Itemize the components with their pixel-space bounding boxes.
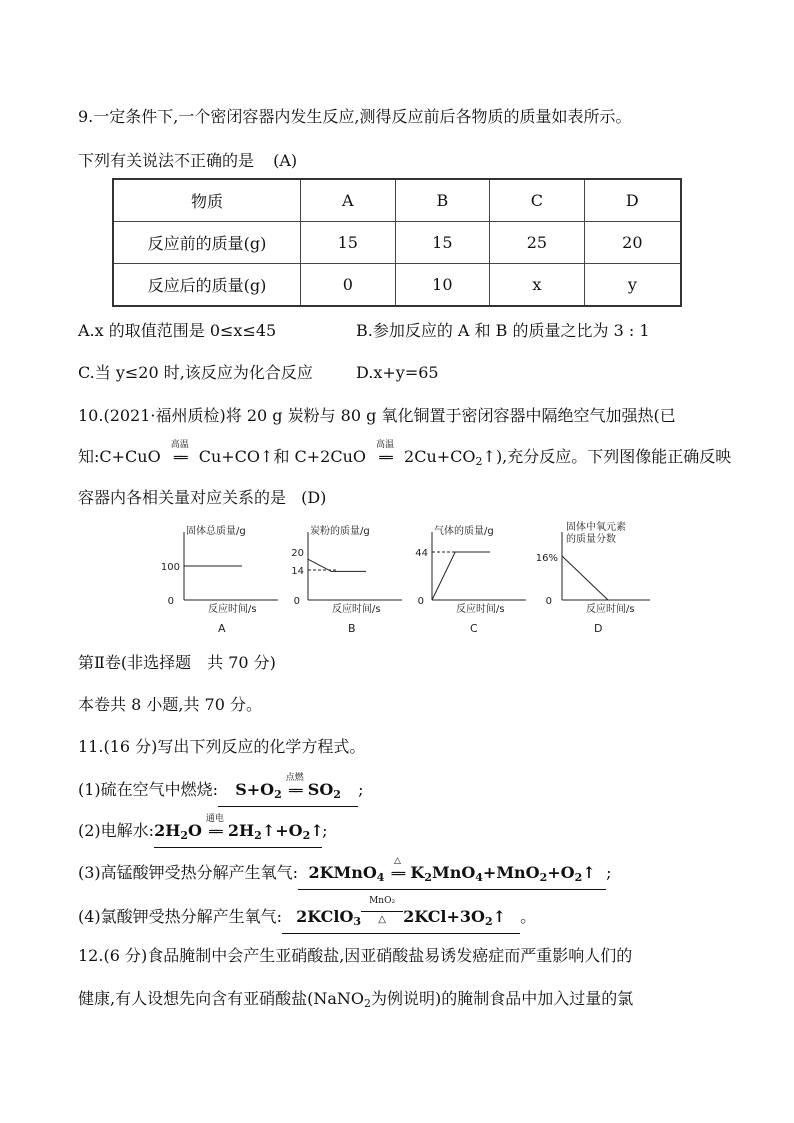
q9-stem-line1: 9.一定条件下,一个密闭容器内发生反应,测得反应前后各物质的质量如表所示。 xyxy=(78,107,632,126)
condition-label: 高温 xyxy=(170,440,189,450)
q11-part-label: (2)电解水: xyxy=(78,821,155,840)
table-header-cell: C xyxy=(490,179,585,222)
section-intro: 本卷共 8 小题,共 70 分。 xyxy=(78,695,262,714)
table-cell: 10 xyxy=(395,264,490,307)
chart-ylabel: 气体的质量/g xyxy=(434,526,494,537)
table-header-cell: D xyxy=(584,179,681,222)
q10-stem-line2 xyxy=(78,440,732,473)
q10-answer: (D) xyxy=(301,488,327,507)
reaction-condition: 高温 ══ xyxy=(161,451,199,467)
subscript: 2 xyxy=(475,455,483,468)
table-header-cell: B xyxy=(395,179,490,222)
reaction-condition: 高温 ══ xyxy=(366,451,404,467)
condition-label: 通电 xyxy=(205,814,224,824)
chart-xlabel: 反应时间/s xyxy=(456,604,505,615)
punctuation: ; xyxy=(322,821,328,840)
origin-label: 0 xyxy=(417,596,424,607)
table-cell: 0 xyxy=(301,264,396,307)
table-cell: x xyxy=(490,264,585,307)
q12-stem-line2 xyxy=(78,988,633,1015)
q10-text: 2Cu+CO xyxy=(404,447,476,466)
punctuation: ; xyxy=(358,780,364,799)
table-cell: 25 xyxy=(490,222,585,264)
q12-text: 健康,有人设想先向含有亚硝酸盐(NaNO xyxy=(78,989,364,1008)
tick-label: 14 xyxy=(291,566,304,577)
section-title: 第Ⅱ卷(非选择题 共 70 分) xyxy=(78,653,276,672)
q9-option-c: C.当 y≤20 时,该反应为化合反应 xyxy=(78,363,313,382)
table-row xyxy=(113,222,681,264)
series-line xyxy=(308,559,366,571)
condition-label: 点燃 xyxy=(285,773,304,783)
q9-option-b: B.参加反应的 A 和 B 的质量之比为 3 : 1 xyxy=(356,321,650,340)
chart-caption: C xyxy=(470,622,478,635)
answer-blank: $S+O_2$ 点燃 ══ $SO_2$ xyxy=(218,779,358,807)
chart-b xyxy=(280,520,420,638)
table-cell: 反应前的质量(g) xyxy=(113,222,301,264)
q11-title: 11.(16 分)写出下列反应的化学方程式。 xyxy=(78,737,366,756)
q10-stem-line1: 10.(2021·福州质检)将 20 g 炭粉与 80 g 氧化铜置于密闭容器中隔绝空气加强热(已 xyxy=(78,406,676,425)
tick-label: 100 xyxy=(160,562,180,573)
answer-blank: 2KClO$_3$ MnO₂ △ $2KCl+3O_2↑$ xyxy=(282,906,520,934)
table-header-cell: 物质 xyxy=(113,179,301,222)
origin-label: 0 xyxy=(293,596,300,607)
chart-xlabel: 反应时间/s xyxy=(586,604,635,615)
q11-part1 xyxy=(78,773,364,807)
table-cell: y xyxy=(584,264,681,307)
condition-label: 高温 xyxy=(376,440,395,450)
series-line xyxy=(432,552,490,600)
chart-caption: A xyxy=(218,622,226,635)
q10-text: 容器内各相关量对应关系的是 xyxy=(78,488,287,507)
q9-option-d: D.x+y=65 xyxy=(356,363,439,382)
q9-stem-line2 xyxy=(78,150,297,172)
condition-label: △ xyxy=(393,856,401,866)
chart-ylabel-line1: 固体中氧元素 xyxy=(566,522,626,533)
origin-label: 0 xyxy=(167,596,174,607)
chart-c xyxy=(404,520,544,638)
table-cell: 15 xyxy=(395,222,490,264)
chart-xlabel: 反应时间/s xyxy=(332,604,381,615)
q9-answer: (A) xyxy=(273,151,298,170)
punctuation: ; xyxy=(606,863,612,882)
chart-xlabel: 反应时间/s xyxy=(208,604,257,615)
chart-d xyxy=(528,520,668,638)
q11-part-label: (3)高锰酸钾受热分解产生氧气: xyxy=(78,863,299,882)
chart-ylabel-line2: 的质量分数 xyxy=(566,534,616,545)
origin-label: 0 xyxy=(545,596,552,607)
table-cell: 20 xyxy=(584,222,681,264)
chart-a xyxy=(150,520,290,638)
tick-label: 44 xyxy=(415,548,428,559)
q10-text: 知:C+CuO xyxy=(78,447,161,466)
condition-label: MnO₂ xyxy=(369,896,396,906)
table-header-cell: A xyxy=(301,179,396,222)
q9-mass-table xyxy=(112,178,682,307)
q12-stem-line1: 12.(6 分)食品腌制中会产生亚硝酸盐,因亚硝酸盐易诱发癌症而严重影响人们的 xyxy=(78,946,633,965)
punctuation: 。 xyxy=(520,907,537,926)
q10-stem-line3 xyxy=(78,487,326,509)
table-row xyxy=(113,264,681,307)
table-cell: 反应后的质量(g) xyxy=(113,264,301,307)
q11-part-label: (4)氯酸钾受热分解产生氧气: xyxy=(78,907,283,926)
q10-text: Cu+CO↑和 C+2CuO xyxy=(198,447,367,466)
chart-ylabel: 炭粉的质量/g xyxy=(310,526,370,537)
chart-ylabel: 固体总质量/g xyxy=(186,526,246,537)
q9-stem-text: 下列有关说法不正确的是 xyxy=(78,151,255,170)
chart-caption: B xyxy=(348,622,356,635)
tick-label: 20 xyxy=(291,548,304,559)
subscript: 2 xyxy=(364,997,371,1010)
table-cell: 15 xyxy=(301,222,396,264)
q12-text: 为例说明)的腌制食品中加入过量的氯 xyxy=(371,989,634,1008)
answer-blank: $2H_2O$ 通电 ══ $2H_2↑+O_2↑$ xyxy=(154,820,322,848)
q11-part4 xyxy=(78,896,537,934)
q11-part2 xyxy=(78,814,328,848)
tick-label: 16% xyxy=(535,553,558,564)
q11-part-label: (1)硫在空气中燃烧: xyxy=(78,780,219,799)
table-header-row xyxy=(113,179,681,222)
q9-option-a: A.x 的取值范围是 0≤x≤45 xyxy=(78,321,277,340)
series-line xyxy=(562,556,608,600)
q11-part3 xyxy=(78,856,612,890)
answer-blank: 2KMnO$_4$ △ ══ $K_2MnO_4+MnO_2+O_2↑$ xyxy=(298,862,606,890)
q10-text: ↑),充分反应。下列图像能正确反映 xyxy=(482,447,732,466)
chart-caption: D xyxy=(594,622,603,635)
condition-label: △ xyxy=(361,911,403,928)
